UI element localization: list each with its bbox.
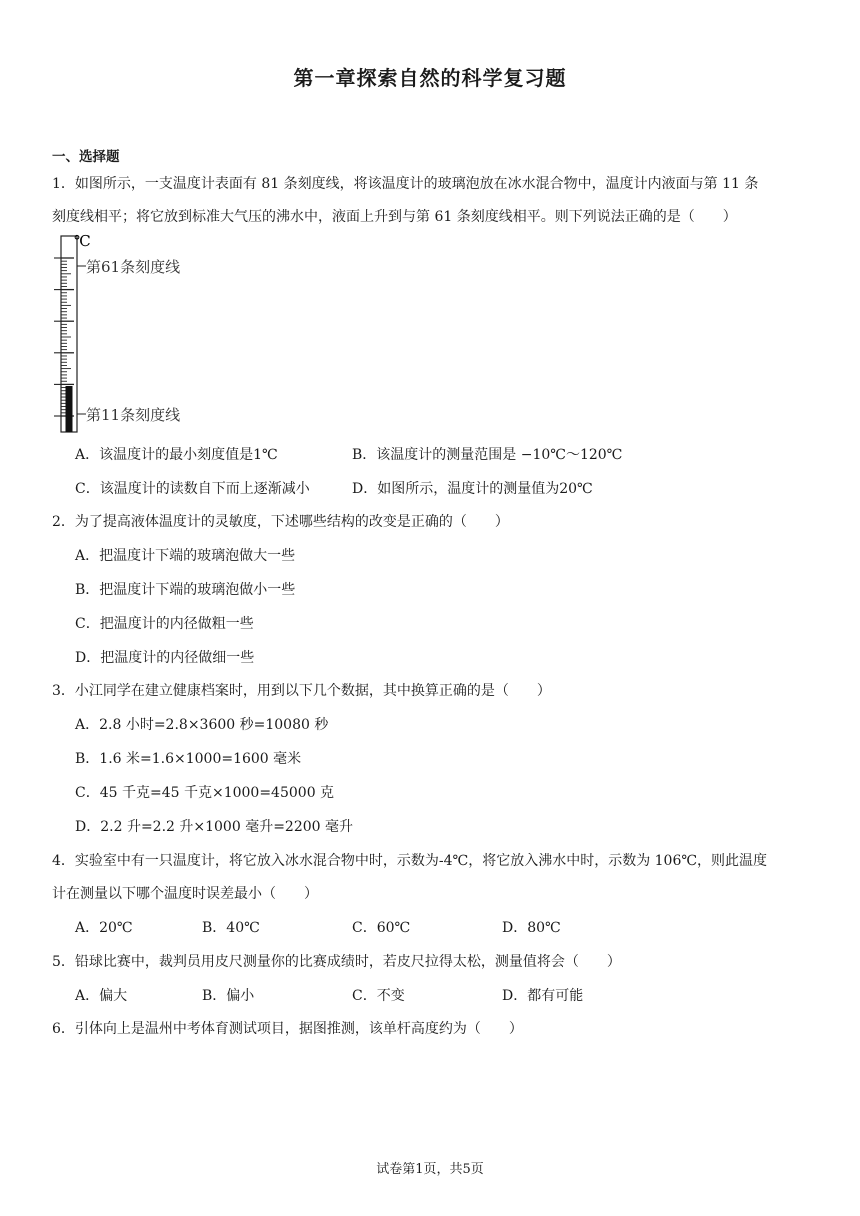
question-2-option-b[interactable]: B．把温度计下端的玻璃泡做小一些 <box>75 582 296 598</box>
question-1-option-c[interactable]: C．该温度计的读数自下而上逐渐减小 <box>75 481 310 497</box>
question-2-option-d[interactable]: D．把温度计的内径做细一些 <box>75 650 255 666</box>
question-6-stem: 6．引体向上是温州中考体育测试项目，据图推测，该单杆高度约为（ ） <box>52 1021 523 1037</box>
thermometer-figure <box>50 228 210 436</box>
question-1-option-b[interactable]: B．该温度计的测量范围是 −10℃～120℃ <box>352 447 623 463</box>
question-1-option-a[interactable]: A．该温度计的最小刻度值是1℃ <box>75 447 278 463</box>
question-5-option-c[interactable]: C．不变 <box>352 988 405 1004</box>
question-2-option-a[interactable]: A．把温度计下端的玻璃泡做大一些 <box>75 548 296 564</box>
question-2-option-c[interactable]: C．把温度计的内径做粗一些 <box>75 616 254 632</box>
question-5-option-b[interactable]: B．偏小 <box>202 988 255 1004</box>
question-1-stem-line-2: 刻度线相平；将它放到标准大气压的沸水中，液面上升到与第 61 条刻度线相平。则下列说法正确的是（ ） <box>52 209 737 225</box>
section-heading: 一、选择题 <box>52 149 120 165</box>
page-title: 第一章探索自然的科学复习题 <box>293 66 567 90</box>
question-4-option-c[interactable]: C．60℃ <box>352 920 411 936</box>
question-4-option-b[interactable]: B．40℃ <box>202 920 260 936</box>
page-footer: 试卷第1页，共5页 <box>376 1162 484 1177</box>
question-5-stem: 5．铅球比赛中，裁判员用皮尺测量你的比赛成绩时，若皮尺拉得太松，测量值将会（ ） <box>52 954 621 970</box>
question-3-option-a[interactable]: A．2.8 小时=2.8×3600 秒=10080 秒 <box>75 717 329 733</box>
question-4-option-a[interactable]: A．20℃ <box>75 920 133 936</box>
question-4-stem-line-2: 计在测量以下哪个温度时误差最小（ ） <box>52 886 318 902</box>
question-1-stem-line-1: 1．如图所示，一支温度计表面有 81 条刻度线，将该温度计的玻璃泡放在冰水混合物中，温度计内液面与第 11 条 <box>52 176 759 192</box>
question-5-option-a[interactable]: A．偏大 <box>75 988 128 1004</box>
question-2-stem: 2．为了提高液体温度计的灵敏度，下述哪些结构的改变是正确的（ ） <box>52 514 509 530</box>
question-4-option-d[interactable]: D．80℃ <box>502 920 561 936</box>
question-1-option-d[interactable]: D．如图所示，温度计的测量值为20℃ <box>352 481 593 497</box>
thermometer-bottom-label: 第11条刻度线 <box>86 406 181 424</box>
thermometer-liquid <box>66 386 73 432</box>
thermometer-unit-label: ℃ <box>74 232 91 250</box>
question-3-option-b[interactable]: B．1.6 米=1.6×1000=1600 毫米 <box>75 751 302 767</box>
question-3-option-d[interactable]: D．2.2 升=2.2 升×1000 毫升=2200 毫升 <box>75 819 354 835</box>
question-3-stem: 3．小江同学在建立健康档案时，用到以下几个数据，其中换算正确的是（ ） <box>52 683 551 699</box>
question-5-option-d[interactable]: D．都有可能 <box>502 988 584 1004</box>
question-3-option-c[interactable]: C．45 千克=45 千克×1000=45000 克 <box>75 785 335 801</box>
thermometer-top-label: 第61条刻度线 <box>86 258 181 276</box>
question-4-stem-line-1: 4．实验室中有一只温度计，将它放入冰水混合物中时，示数为-4℃，将它放入沸水中时，示数为 106℃，则此温度 <box>52 853 768 869</box>
